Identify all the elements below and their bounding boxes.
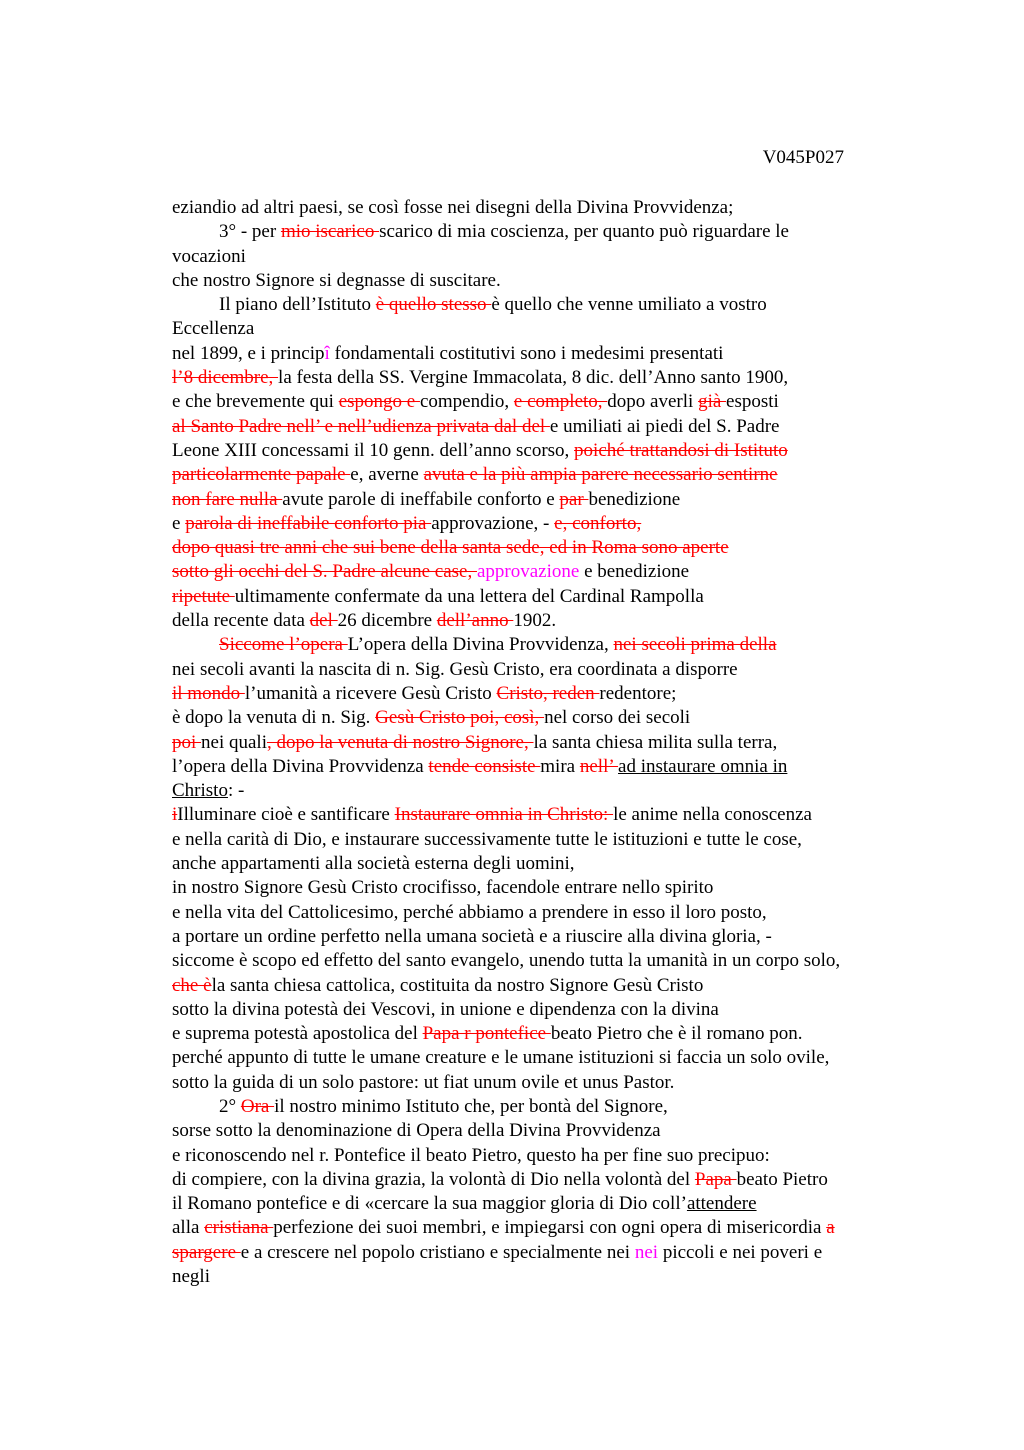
text-segment: sorse sotto la denominazione di Opera della Divina Provvidenza — [172, 1120, 661, 1142]
text-line — [172, 269, 912, 293]
text-segment: sotto la divina potestà dei Vescovi, in unione e dipendenza con la divina — [172, 998, 719, 1020]
text-line — [172, 1265, 912, 1289]
text-line — [172, 998, 912, 1022]
deleted-text: è quello stesso — [375, 294, 492, 316]
deleted-text: dell’anno — [436, 610, 514, 632]
text-segment: dopo averli — [607, 391, 699, 413]
text-line — [172, 439, 912, 463]
text-segment: beato Pietro che è il romano pon. — [550, 1023, 803, 1045]
text-line — [172, 609, 912, 633]
deleted-text: nell’ — [579, 755, 619, 777]
text-segment: 2° — [219, 1095, 241, 1117]
deleted-text: avuta e la più ampia parere necessario sentirne — [423, 464, 778, 486]
text-segment: perché appunto di tutte le umane creature e le umane istituzioni si faccia un solo ovile, — [172, 1047, 830, 1069]
deleted-text: già — [698, 391, 727, 413]
text-segment: di compiere, con la divina grazia, la volontà di Dio nella volontà del — [172, 1168, 695, 1190]
deleted-text: Papa — [694, 1168, 737, 1190]
deleted-text: che è — [172, 974, 212, 996]
deleted-text: del — [309, 610, 338, 632]
text-line — [172, 925, 912, 949]
text-segment: e nella vita del Cattolicesimo, perché abbiamo a prendere in esso il loro posto, — [172, 901, 767, 923]
text-segment: siccome è scopo ed effetto del santo evangelo, unendo tutta la umanità in un corpo solo, — [172, 950, 841, 972]
text-segment: compendio, — [419, 391, 514, 413]
text-segment: il nostro minimo Istituto che, per bontà del Signore, — [274, 1095, 668, 1117]
deleted-text: parola di ineffabile conforto pia — [185, 512, 432, 534]
text-line — [172, 536, 912, 560]
text-segment: l’umanità a ricevere Gesù Cristo — [244, 682, 497, 704]
page-code: V045P027 — [762, 147, 844, 168]
text-segment: scarico di mia coscienza, per quanto può riguardare le — [379, 221, 789, 243]
text-line — [172, 755, 912, 779]
deleted-text: cristiana — [204, 1217, 274, 1239]
text-line — [172, 415, 912, 439]
text-segment: fondamentali costitutivi sono i medesimi presentati — [329, 342, 724, 364]
text-line — [172, 901, 912, 925]
text-segment: in nostro Signore Gesù Cristo crocifisso, facendole entrare nello spirito — [172, 877, 714, 899]
deleted-text: al Santo Padre nell’ e nell’udienza privata dal del — [172, 415, 550, 437]
text-segment: e umiliati ai piedi del S. Padre — [549, 415, 780, 437]
deleted-text: dopo quasi tre anni che sui bene della santa sede, ed in Roma sono aperte — [172, 537, 729, 559]
text-segment: anche appartamenti alla società esterna degli uomini, — [172, 853, 575, 875]
text-segment: alla — [172, 1217, 205, 1239]
text-line — [172, 1046, 912, 1070]
text-line — [172, 828, 912, 852]
text-segment: Illuminare cioè e santificare — [177, 804, 395, 826]
inserted-text: î — [324, 342, 330, 364]
deleted-text: e completo, — [513, 391, 608, 413]
deleted-text: ripetute — [172, 585, 235, 607]
deleted-text: non fare nulla — [172, 488, 283, 510]
text-segment: 26 dicembre — [337, 610, 437, 632]
text-segment: ultimamente confermate da una lettera del Cardinal Rampolla — [234, 585, 704, 607]
text-segment: e a crescere nel popolo cristiano e specialmente nei — [240, 1241, 635, 1263]
deleted-text: il mondo — [172, 682, 245, 704]
text-segment: e nella carità di Dio, e instaurare successivamente tutte le istituzioni e tutte le cose, — [172, 828, 802, 850]
text-segment: e suprema potestà apostolica del — [172, 1023, 423, 1045]
text-segment: approvazione, - — [431, 512, 555, 534]
deleted-text: Siccome l’opera — [219, 634, 348, 656]
text-segment: è dopo la venuta di n. Sig. — [172, 707, 376, 729]
text-line — [172, 512, 912, 536]
text-line — [172, 731, 912, 755]
deleted-text: Gesù Cristo poi, così, — [375, 707, 545, 729]
inserted-text: nei — [634, 1241, 659, 1263]
deleted-text: Papa r pontefice — [422, 1023, 551, 1045]
text-segment: mira — [540, 755, 580, 777]
text-segment: la festa della SS. Vergine Immacolata, 8 dic. dell’Anno santo 1900, — [278, 367, 789, 389]
text-segment: la santa chiesa milita sulla terra, — [533, 731, 778, 753]
text-line — [172, 1216, 912, 1240]
text-segment: vocazioni — [172, 245, 246, 267]
deleted-text: l’8 dicembre, — [172, 367, 279, 389]
deleted-text: spargere — [172, 1241, 241, 1263]
text-segment: Il piano dell’Istituto — [219, 294, 376, 316]
text-segment: il Romano pontefice e di «cercare la sua maggior gloria di Dio coll’ — [172, 1193, 687, 1215]
text-line — [172, 390, 912, 414]
text-segment: e, averne — [350, 464, 424, 486]
text-line — [172, 560, 912, 584]
text-line — [172, 585, 912, 609]
text-line — [172, 463, 912, 487]
deleted-text: mio iscarico — [280, 221, 380, 243]
text-segment: perfezione dei suoi membri, e impiegarsi con ogni opera di misericordia — [273, 1217, 827, 1239]
text-segment: benedizione — [588, 488, 681, 510]
text-segment: nel 1899, e i princip — [172, 342, 325, 364]
text-segment: è quello che venne umiliato a vostro — [491, 294, 767, 316]
text-segment: a portare un ordine perfetto nella umana società e a riuscire alla divina gloria, - — [172, 925, 772, 947]
text-line — [172, 317, 912, 341]
text-line — [172, 706, 912, 730]
text-segment: esposti — [726, 391, 779, 413]
text-segment: e — [172, 512, 186, 534]
text-line — [172, 366, 912, 390]
text-segment: 3° - per — [219, 221, 281, 243]
text-segment: della recente data — [172, 610, 310, 632]
text-line — [172, 1071, 912, 1095]
text-line — [172, 1022, 912, 1046]
text-segment: e riconoscendo nel r. Pontefice il beato Pietro, questo ha per fine suo precipuo: — [172, 1144, 770, 1166]
deleted-text: nei secoli prima della — [613, 634, 777, 656]
underlined-text: Christo — [172, 780, 228, 802]
deleted-text: espongo e — [338, 391, 420, 413]
deleted-text: particolarmente papale — [172, 464, 351, 486]
text-line — [172, 974, 912, 998]
text-segment: piccoli e nei poveri e — [658, 1241, 823, 1263]
text-segment: nei secoli avanti la nascita di n. Sig. Gesù Cristo, era coordinata a disporre — [172, 658, 738, 680]
text-line — [172, 1192, 912, 1216]
text-segment: che nostro Signore si degnasse di suscitare. — [172, 269, 501, 291]
text-segment: Eccellenza — [172, 318, 255, 340]
text-line — [172, 488, 912, 512]
text-segment: avute parole di ineffabile conforto e — [282, 488, 560, 510]
text-line — [172, 1095, 912, 1119]
text-segment: beato Pietro — [736, 1168, 828, 1190]
text-line — [172, 220, 912, 244]
text-line — [172, 852, 912, 876]
text-line — [172, 1119, 912, 1143]
deleted-text: Instaurare omnia in Christo: — [394, 804, 614, 826]
underlined-text: ad instaurare omnia in — [618, 755, 788, 777]
deleted-text: poiché trattandosi di Istituto — [574, 439, 788, 461]
deleted-text: e, conforto, — [554, 512, 642, 534]
deleted-text: Ora — [240, 1095, 275, 1117]
text-segment: eziandio ad altri paesi, se così fosse nei disegni della Divina Provvidenza; — [172, 197, 734, 218]
text-line — [172, 1168, 912, 1192]
text-line — [172, 779, 912, 803]
deleted-text: tende consiste — [428, 755, 541, 777]
text-line — [172, 342, 912, 366]
text-segment: : - — [227, 780, 245, 802]
text-line — [172, 949, 912, 973]
deleted-text: poi — [172, 731, 202, 753]
deleted-text: i — [172, 804, 178, 826]
deleted-text: Cristo, reden — [496, 682, 600, 704]
text-segment: le anime nella conoscenza — [613, 804, 812, 826]
text-segment: negli — [172, 1266, 210, 1288]
text-segment: e che brevemente qui — [172, 391, 339, 413]
text-segment: 1902. — [513, 610, 557, 632]
text-segment: e benedizione — [579, 561, 690, 583]
text-line — [172, 1144, 912, 1168]
text-line — [172, 658, 912, 682]
text-segment: sotto la guida di un solo pastore: ut fiat unum ovile et unus Pastor. — [172, 1071, 675, 1093]
text-line — [172, 1241, 912, 1265]
text-segment: L’opera della Divina Provvidenza, — [347, 634, 614, 656]
text-segment: nel corso dei secoli — [544, 707, 691, 729]
inserted-text: approvazione — [476, 561, 580, 583]
text-segment: la santa chiesa cattolica, costituita da nostro Signore Gesù Cristo — [211, 974, 704, 996]
text-segment: redentore; — [599, 682, 677, 704]
text-line — [172, 682, 912, 706]
text-segment: l’opera della Divina Provvidenza — [172, 755, 429, 777]
deleted-text: a — [826, 1217, 835, 1239]
text-line — [172, 245, 912, 269]
deleted-text: , dopo la venuta di nostro Signore, — [266, 731, 534, 753]
text-line — [172, 633, 912, 657]
deleted-text: sotto gli occhi del S. Padre alcune case, — [172, 561, 477, 583]
text-line — [172, 876, 912, 900]
text-segment: Leone XIII concessami il 10 genn. dell’anno scorso, — [172, 439, 575, 461]
text-segment: nei quali — [201, 731, 267, 753]
text-line — [172, 196, 912, 220]
deleted-text: par — [559, 488, 589, 510]
text-line — [172, 293, 912, 317]
text-line — [172, 803, 912, 827]
underlined-text: attendere — [686, 1193, 757, 1215]
document-body — [172, 196, 912, 1289]
